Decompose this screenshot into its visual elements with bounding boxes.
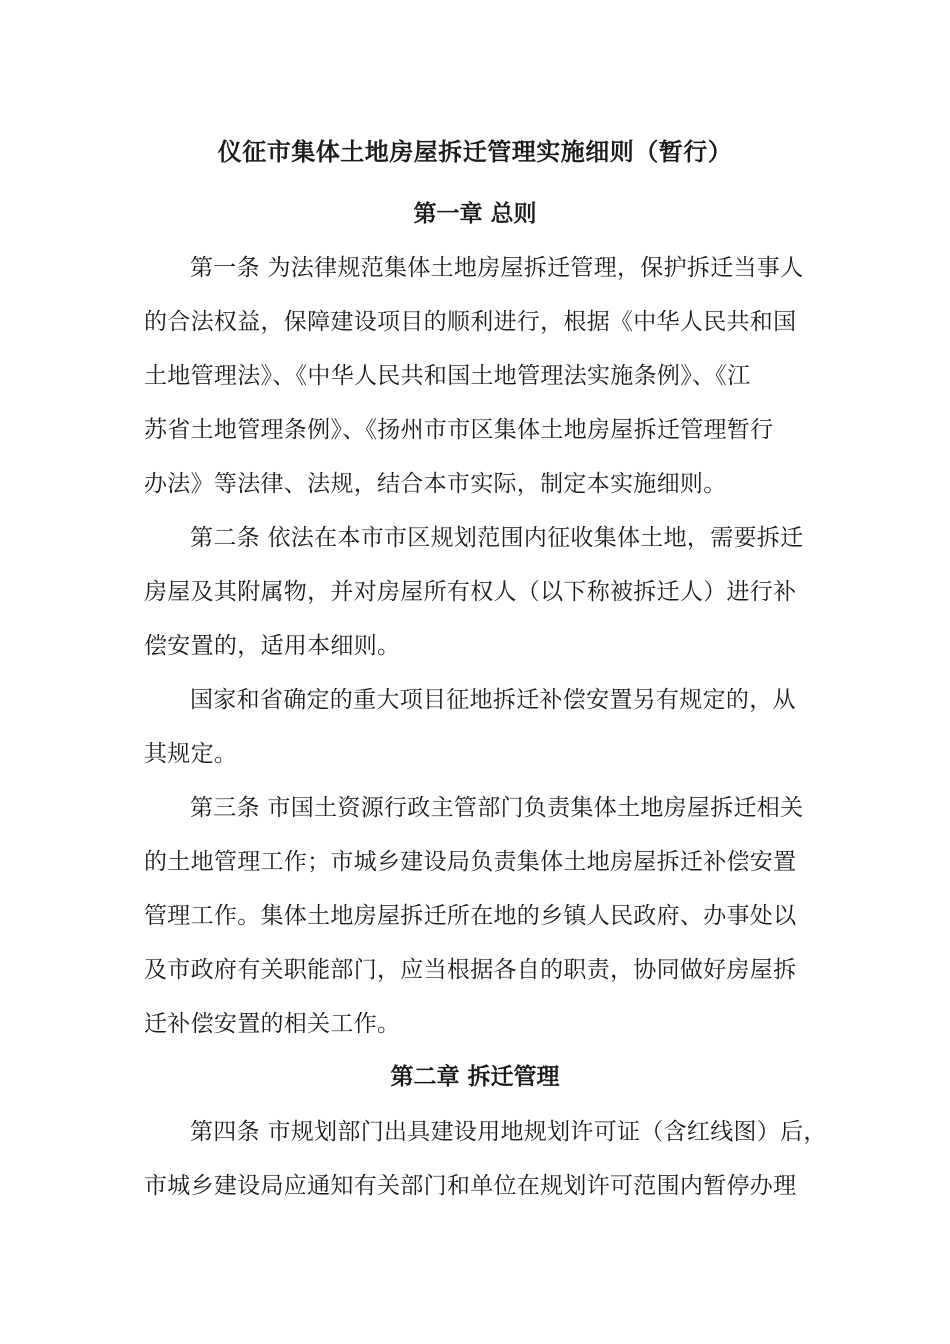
article-3-line: 迁补偿安置的相关工作。	[144, 1011, 401, 1037]
article-1-line: 苏省土地管理条例》、《扬州市市区集体土地房屋拆迁管理暂行	[144, 417, 774, 443]
article-1-line: 的合法权益，保障建设项目的顺利进行，根据《中华人民共和国	[144, 309, 797, 335]
article-1-line: 第一条 为法律规范集体土地房屋拆迁管理，保护拆迁当事人	[190, 255, 804, 281]
article-3-line: 及市政府有关职能部门，应当根据各自的职责，协同做好房屋拆	[144, 957, 797, 983]
chapter-heading-1: 第一章 总则	[413, 201, 537, 227]
article-4-line: 第四条 市规划部门出具建设用地规划许可证（含红线图）后，	[190, 1119, 827, 1145]
article-2-supplement-line: 其规定。	[144, 741, 238, 767]
chapter-heading-2: 第二章 拆迁管理	[390, 1064, 560, 1090]
article-4-line: 市城乡建设局应通知有关部门和单位在规划许可范围内暂停办理	[144, 1173, 797, 1199]
article-3-line: 管理工作。集体土地房屋拆迁所在地的乡镇人民政府、办事处以	[144, 903, 797, 929]
article-3-line: 的土地管理工作；市城乡建设局负责集体土地房屋拆迁补偿安置	[144, 849, 797, 875]
article-3-line: 第三条 市国土资源行政主管部门负责集体土地房屋拆迁相关	[190, 795, 804, 821]
article-1-line: 土地管理法》、《中华人民共和国土地管理法实施条例》、《江	[144, 363, 751, 389]
article-1-line: 办法》等法律、法规，结合本市实际，制定本实施细则。	[144, 471, 727, 497]
article-2-supplement-line: 国家和省确定的重大项目征地拆迁补偿安置另有规定的，从	[190, 687, 796, 713]
article-2-line: 第二条 依法在本市市区规划范围内征收集体土地，需要拆迁	[190, 525, 804, 551]
document-title: 仪征市集体土地房屋拆迁管理实施细则（暂行）	[217, 138, 733, 166]
article-2-line: 偿安置的，适用本细则。	[144, 633, 401, 659]
article-2-line: 房屋及其附属物，并对房屋所有权人（以下称被拆迁人）进行补	[144, 579, 797, 605]
